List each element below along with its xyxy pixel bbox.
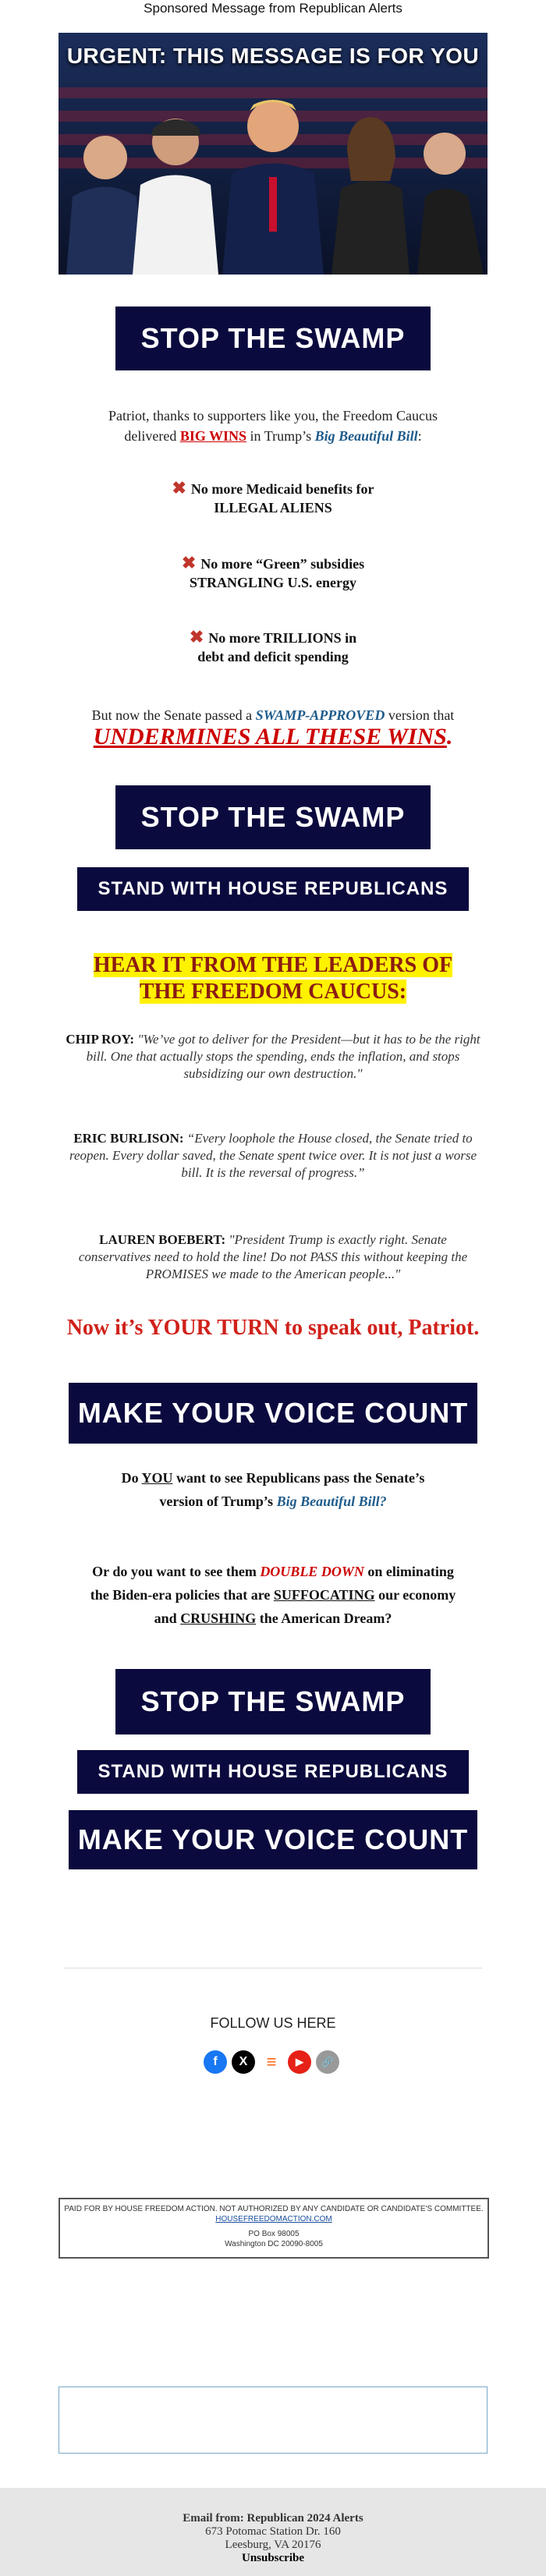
big-beautiful-bill-text: Big Beautiful Bill	[314, 428, 418, 444]
footer-address: Leesburg, VA 20176	[225, 2539, 321, 2551]
substack-icon[interactable]: ≡	[260, 2050, 283, 2074]
intro-text: delivered	[124, 428, 180, 444]
quote-text: “Every loophole the House closed, the Senate tried to reopen. Every dollar saved, the Senate spent twice over. It is not just a worse bill. It is the reversal of progress.”	[69, 1131, 477, 1180]
sponsored-label: Sponsored Message from Republican Alerts	[144, 1, 402, 16]
bullet-line: No more Medicaid benefits for	[190, 481, 374, 497]
paid-line: PAID FOR BY HOUSE FREEDOM ACTION. NOT AUTHORIZED BY ANY CANDIDATE OR CANDIDATE'S COMMITTEE.	[64, 2205, 484, 2213]
hero-image[interactable]	[58, 33, 488, 275]
link-icon[interactable]: 🔗	[316, 2050, 339, 2074]
make-your-voice-count-button[interactable]: MAKE YOUR VOICE COUNT	[69, 1810, 477, 1869]
x-mark-icon: ✖	[189, 627, 204, 647]
hero-title: URGENT: THIS MESSAGE IS FOR YOU	[66, 44, 480, 68]
bullet-item	[0, 554, 546, 592]
quote-chip-roy	[62, 1031, 484, 1082]
crushing-text: CRUSHING	[180, 1610, 257, 1626]
bullet-line: STRANGLING U.S. energy	[189, 575, 356, 590]
stand-with-house-republicans-button[interactable]: STAND WITH HOUSE REPUBLICANS	[77, 1750, 469, 1794]
footer	[0, 2488, 546, 2576]
senate-paragraph	[0, 705, 546, 725]
undermines-period: .	[446, 724, 453, 749]
stop-the-swamp-button[interactable]: STOP THE SWAMP	[115, 785, 431, 849]
you-emphasis: YOU	[141, 1470, 173, 1486]
undermines-text: UNDERMINES ALL THESE WINS	[93, 724, 447, 749]
make-your-voice-count-button[interactable]: MAKE YOUR VOICE COUNT	[69, 1383, 477, 1444]
quote-author: CHIP ROY:	[66, 1032, 135, 1047]
swamp-approved-text: SWAMP-APPROVED	[255, 707, 385, 723]
footer-from: Email from: Republican 2024 Alerts	[183, 2512, 363, 2525]
x-mark-icon: ✖	[172, 478, 186, 498]
bullet-line: No more TRILLIONS in	[208, 630, 357, 646]
question-1	[0, 1466, 546, 1513]
bullet-line: debt and deficit spending	[197, 649, 349, 664]
paid-city: Washington DC 20090-8005	[225, 2240, 323, 2248]
footer-address: 673 Potomac Station Dr. 160	[205, 2525, 341, 2538]
intro-text: in Trump’s	[246, 428, 315, 444]
quote-lauren-boebert	[62, 1231, 484, 1283]
double-down-text: DOUBLE DOWN	[260, 1564, 364, 1579]
suffocating-text: SUFFOCATING	[273, 1587, 375, 1603]
bullet-item	[0, 479, 546, 517]
big-wins-text: BIG WINS	[179, 428, 247, 444]
paid-for-disclaimer	[58, 2198, 489, 2259]
heading-line: THE FREEDOM CAUCUS:	[139, 980, 407, 1004]
facebook-icon[interactable]: f	[204, 2050, 227, 2074]
intro-line-1: Patriot, thanks to supporters like you, the Freedom Caucus	[108, 408, 438, 423]
house-freedom-action-link[interactable]: HOUSEFREEDOMACTION.COM	[215, 2215, 332, 2223]
intro-paragraph	[0, 406, 546, 446]
question-2	[0, 1560, 546, 1630]
stand-with-house-republicans-button[interactable]: STAND WITH HOUSE REPUBLICANS	[77, 867, 469, 911]
bullet-line: No more “Green” subsidies	[200, 556, 365, 572]
your-turn-headline: Now it’s YOUR TURN to speak out, Patriot.	[66, 1316, 480, 1340]
hero-illustration	[58, 33, 488, 275]
undermines-headline	[0, 724, 546, 750]
quote-eric-burlison	[62, 1130, 484, 1182]
question-text: version of Trump’s	[159, 1494, 277, 1509]
question-text: the Biden-era policies that are	[90, 1587, 274, 1603]
question-text: on eliminating	[363, 1564, 454, 1579]
stop-the-swamp-button[interactable]: STOP THE SWAMP	[115, 1669, 431, 1734]
paid-pobox: PO Box 98005	[248, 2230, 300, 2238]
stop-the-swamp-button[interactable]: STOP THE SWAMP	[115, 306, 431, 370]
quote-text: "President Trump is exactly right. Senate conservatives need to hold the line! Do not PASS this without keeping the PROMISES we made to the American people..."	[78, 1232, 468, 1281]
question-text: the American Dream?	[256, 1610, 392, 1626]
intro-line-2	[0, 426, 546, 446]
freedom-caucus-heading	[0, 952, 546, 1005]
bullet-item	[0, 628, 546, 666]
empty-content-box	[58, 2386, 488, 2454]
senate-text: But now the Senate passed a	[91, 707, 256, 723]
senate-text: version that	[385, 707, 455, 723]
follow-us-heading: FOLLOW US HERE	[210, 2015, 336, 2031]
bullet-line: ILLEGAL ALIENS	[214, 500, 332, 516]
big-beautiful-bill-text: Big Beautiful Bill?	[276, 1494, 387, 1509]
question-text: want to see Republicans pass the Senate’s	[172, 1470, 425, 1486]
quote-text: "We’ve got to deliver for the President—but it has to be the right bill. One that actually stops the spending, ends the inflation, and stops subsidizing our own destruction."	[86, 1032, 480, 1081]
quote-author: ERIC BURLISON:	[73, 1131, 184, 1146]
youtube-icon[interactable]: ▶	[288, 2050, 311, 2074]
heading-line: HEAR IT FROM THE LEADERS OF	[93, 953, 453, 977]
unsubscribe-link[interactable]: Unsubscribe	[241, 2552, 305, 2564]
x-icon[interactable]: X	[232, 2050, 255, 2074]
intro-text: :	[417, 428, 422, 444]
quote-author: LAUREN BOEBERT:	[99, 1232, 226, 1247]
question-text: our economy	[374, 1587, 456, 1603]
question-text: Or do you want to see them	[92, 1564, 261, 1579]
question-text: and	[154, 1610, 181, 1626]
question-text: Do	[121, 1470, 142, 1486]
x-mark-icon: ✖	[181, 553, 197, 572]
